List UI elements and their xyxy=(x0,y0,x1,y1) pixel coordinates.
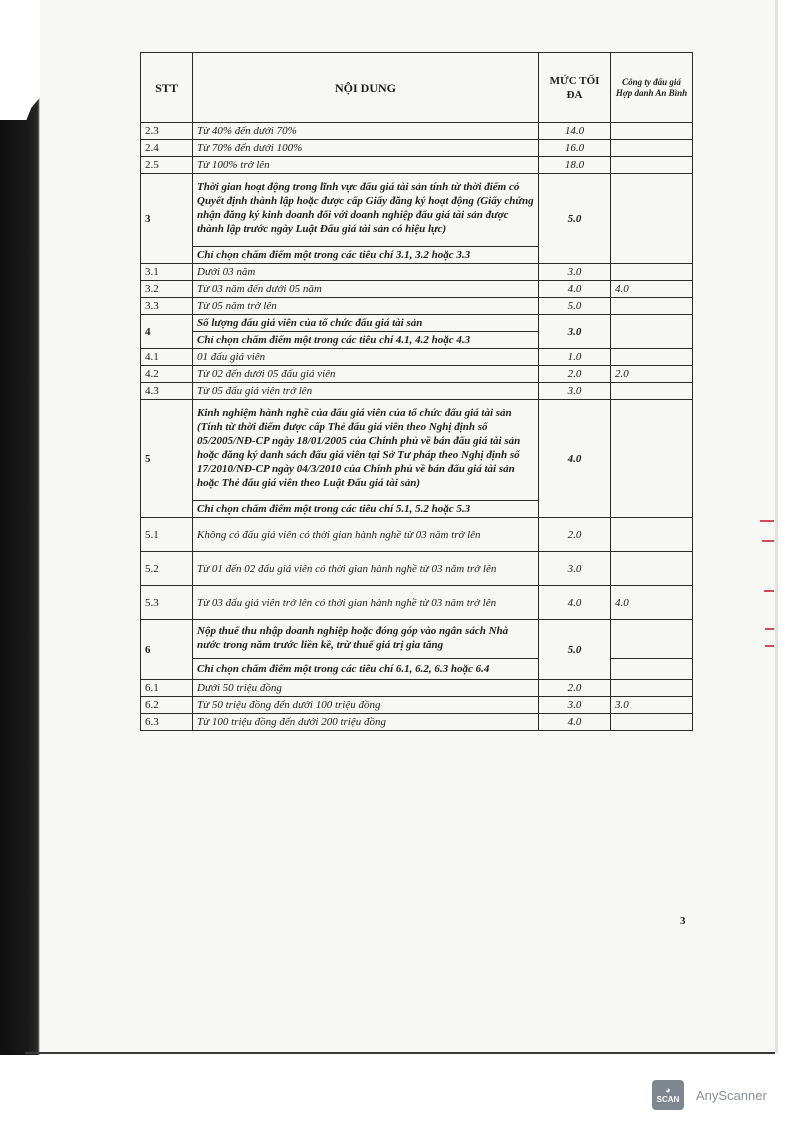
row-stt: 5 xyxy=(141,400,193,518)
row-stt: 3.1 xyxy=(141,264,193,281)
section-row xyxy=(141,315,693,332)
row-score xyxy=(611,123,693,140)
row-max: 1.0 xyxy=(539,349,611,366)
row-max: 2.0 xyxy=(539,366,611,383)
row-score-empty xyxy=(611,174,693,264)
row-score xyxy=(611,518,693,552)
row-max: 3.0 xyxy=(539,552,611,586)
row-content: Từ 03 năm đến dưới 05 năm xyxy=(193,281,539,298)
row-stt: 5.3 xyxy=(141,586,193,620)
scan-shadow-left xyxy=(0,0,40,1055)
header-max-score: MỨC TỐI ĐA xyxy=(539,53,611,123)
row-content: 01 đấu giá viên xyxy=(193,349,539,366)
row-stt: 4.2 xyxy=(141,366,193,383)
row-stt: 6.2 xyxy=(141,697,193,714)
section-note: Chỉ chọn chấm điểm một trong các tiêu chí 3.1, 3.2 hoặc 3.3 xyxy=(193,247,539,264)
row-score xyxy=(611,349,693,366)
row-content: Từ 03 đấu giá viên trở lên có thời gian hành nghề từ 03 năm trở lên xyxy=(193,586,539,620)
row-score: 4.0 xyxy=(611,586,693,620)
table-row xyxy=(141,714,693,731)
row-stt: 3 xyxy=(141,174,193,264)
section-row xyxy=(141,620,693,659)
header-company: Công ty đấu giá Hợp danh An Bình xyxy=(611,53,693,123)
row-max: 3.0 xyxy=(539,315,611,349)
seal-mark xyxy=(765,645,774,647)
row-stt: 6.1 xyxy=(141,680,193,697)
page-edge xyxy=(775,0,778,1053)
row-score xyxy=(611,298,693,315)
row-stt: 6.3 xyxy=(141,714,193,731)
seal-mark xyxy=(760,520,774,522)
table-row xyxy=(141,383,693,400)
page-bottom-edge xyxy=(25,1052,775,1054)
row-stt: 3.2 xyxy=(141,281,193,298)
row-stt: 4.3 xyxy=(141,383,193,400)
row-score: 2.0 xyxy=(611,366,693,383)
table-row xyxy=(141,552,693,586)
section-row xyxy=(141,400,693,501)
row-stt: 5.2 xyxy=(141,552,193,586)
row-stt: 2.3 xyxy=(141,123,193,140)
row-content: Từ 70% đến dưới 100% xyxy=(193,140,539,157)
section-note: Chỉ chọn chấm điểm một trong các tiêu chí 4.1, 4.2 hoặc 4.3 xyxy=(193,332,539,349)
row-stt: 5.1 xyxy=(141,518,193,552)
row-max: 18.0 xyxy=(539,157,611,174)
row-max: 14.0 xyxy=(539,123,611,140)
seal-mark xyxy=(765,628,774,630)
table-row xyxy=(141,366,693,383)
table-row xyxy=(141,140,693,157)
table-row xyxy=(141,281,693,298)
row-max: 5.0 xyxy=(539,174,611,264)
row-max: 2.0 xyxy=(539,680,611,697)
row-content: Từ 40% đến dưới 70% xyxy=(193,123,539,140)
row-score xyxy=(611,714,693,731)
table-row xyxy=(141,697,693,714)
page-number: 3 xyxy=(680,915,686,927)
row-score-empty xyxy=(611,659,693,680)
row-stt: 3.3 xyxy=(141,298,193,315)
section-content: Kinh nghiệm hành nghề của đấu giá viên của tổ chức đấu giá tài sản (Tính từ thời điểm được cấp Thẻ đấu giá viên theo Nghị định số 05/2005/NĐ-CP ngày 18/01/2005 của Chính phủ về bán đấu giá tài sản hoặc đăng ký danh sách đấu giá viên tại Sở Tư pháp theo Nghị định số 17/2010/NĐ-CP ngày 04/3/2010 của Chính phủ về bán đấu giá tài sản hoặc Thẻ đấu giá viên theo Luật Đấu giá tài sản) xyxy=(193,400,539,501)
row-max: 3.0 xyxy=(539,697,611,714)
logo-text: SCAN xyxy=(656,1095,680,1104)
app-name: AnyScanner xyxy=(696,1087,767,1103)
row-content: Từ 05 năm trở lên xyxy=(193,298,539,315)
row-score-empty xyxy=(611,315,693,349)
section-note-row xyxy=(141,659,693,680)
row-score xyxy=(611,552,693,586)
row-max: 4.0 xyxy=(539,586,611,620)
table-row xyxy=(141,586,693,620)
section-content: Số lượng đấu giá viên của tổ chức đấu giá tài sản xyxy=(193,315,539,332)
row-max: 2.0 xyxy=(539,518,611,552)
row-score-empty xyxy=(611,400,693,518)
criteria-table xyxy=(140,52,693,731)
section-content: Thời gian hoạt động trong lĩnh vực đấu giá tài sản tính từ thời điểm có Quyết định thành lập hoặc được cấp Giấy đăng ký hoạt động (Giấy chứng nhận đăng ký kinh doanh đối với doanh nghiệp đấu giá tài sản được thành lập trước ngày Luật Đấu giá tài sản có hiệu lực) xyxy=(193,174,539,247)
app-watermark xyxy=(652,1080,767,1110)
row-stt: 4 xyxy=(141,315,193,349)
row-max: 4.0 xyxy=(539,714,611,731)
row-max: 4.0 xyxy=(539,400,611,518)
row-score xyxy=(611,680,693,697)
table-row xyxy=(141,518,693,552)
table-row xyxy=(141,349,693,366)
row-content: Không có đấu giá viên có thời gian hành nghề từ 03 năm trở lên xyxy=(193,518,539,552)
section-note: Chỉ chọn chấm điểm một trong các tiêu chí 6.1, 6.2, 6.3 hoặc 6.4 xyxy=(193,659,539,680)
row-content: Từ 05 đấu giá viên trở lên xyxy=(193,383,539,400)
row-content: Từ 100 triệu đồng đến dưới 200 triệu đồng xyxy=(193,714,539,731)
row-content: Từ 01 đến 02 đấu giá viên có thời gian hành nghề từ 03 năm trở lên xyxy=(193,552,539,586)
header-content: NỘI DUNG xyxy=(193,53,539,123)
row-content: Từ 02 đến dưới 05 đấu giá viên xyxy=(193,366,539,383)
table-row xyxy=(141,157,693,174)
table-row xyxy=(141,264,693,281)
section-content: Nộp thuế thu nhập doanh nghiệp hoặc đóng góp vào ngân sách Nhà nước trong năm trước liền kề, trừ thuế giá trị gia tăng xyxy=(193,620,539,659)
row-score: 3.0 xyxy=(611,697,693,714)
table-row xyxy=(141,123,693,140)
row-max: 5.0 xyxy=(539,620,611,680)
seal-mark xyxy=(762,540,774,542)
header-stt: STT xyxy=(141,53,193,123)
row-score xyxy=(611,264,693,281)
section-row xyxy=(141,174,693,247)
row-stt: 6 xyxy=(141,620,193,680)
row-content: Dưới 50 triệu đồng xyxy=(193,680,539,697)
row-content: Từ 100% trở lên xyxy=(193,157,539,174)
row-content: Dưới 03 năm xyxy=(193,264,539,281)
row-stt: 4.1 xyxy=(141,349,193,366)
row-stt: 2.5 xyxy=(141,157,193,174)
row-score xyxy=(611,383,693,400)
row-max: 16.0 xyxy=(539,140,611,157)
section-note: Chỉ chọn chấm điểm một trong các tiêu chí 5.1, 5.2 hoặc 5.3 xyxy=(193,501,539,518)
table-row xyxy=(141,680,693,697)
row-max: 5.0 xyxy=(539,298,611,315)
row-content: Từ 50 triệu đồng đến dưới 100 triệu đồng xyxy=(193,697,539,714)
table-row xyxy=(141,298,693,315)
row-score xyxy=(611,157,693,174)
seal-mark xyxy=(764,590,774,592)
table-header-row xyxy=(141,53,693,123)
row-score: 4.0 xyxy=(611,281,693,298)
row-stt: 2.4 xyxy=(141,140,193,157)
row-score xyxy=(611,140,693,157)
row-score-empty xyxy=(611,620,693,659)
row-max: 4.0 xyxy=(539,281,611,298)
scanner-logo-icon: ◕ SCAN xyxy=(652,1080,684,1110)
row-max: 3.0 xyxy=(539,264,611,281)
row-max: 3.0 xyxy=(539,383,611,400)
